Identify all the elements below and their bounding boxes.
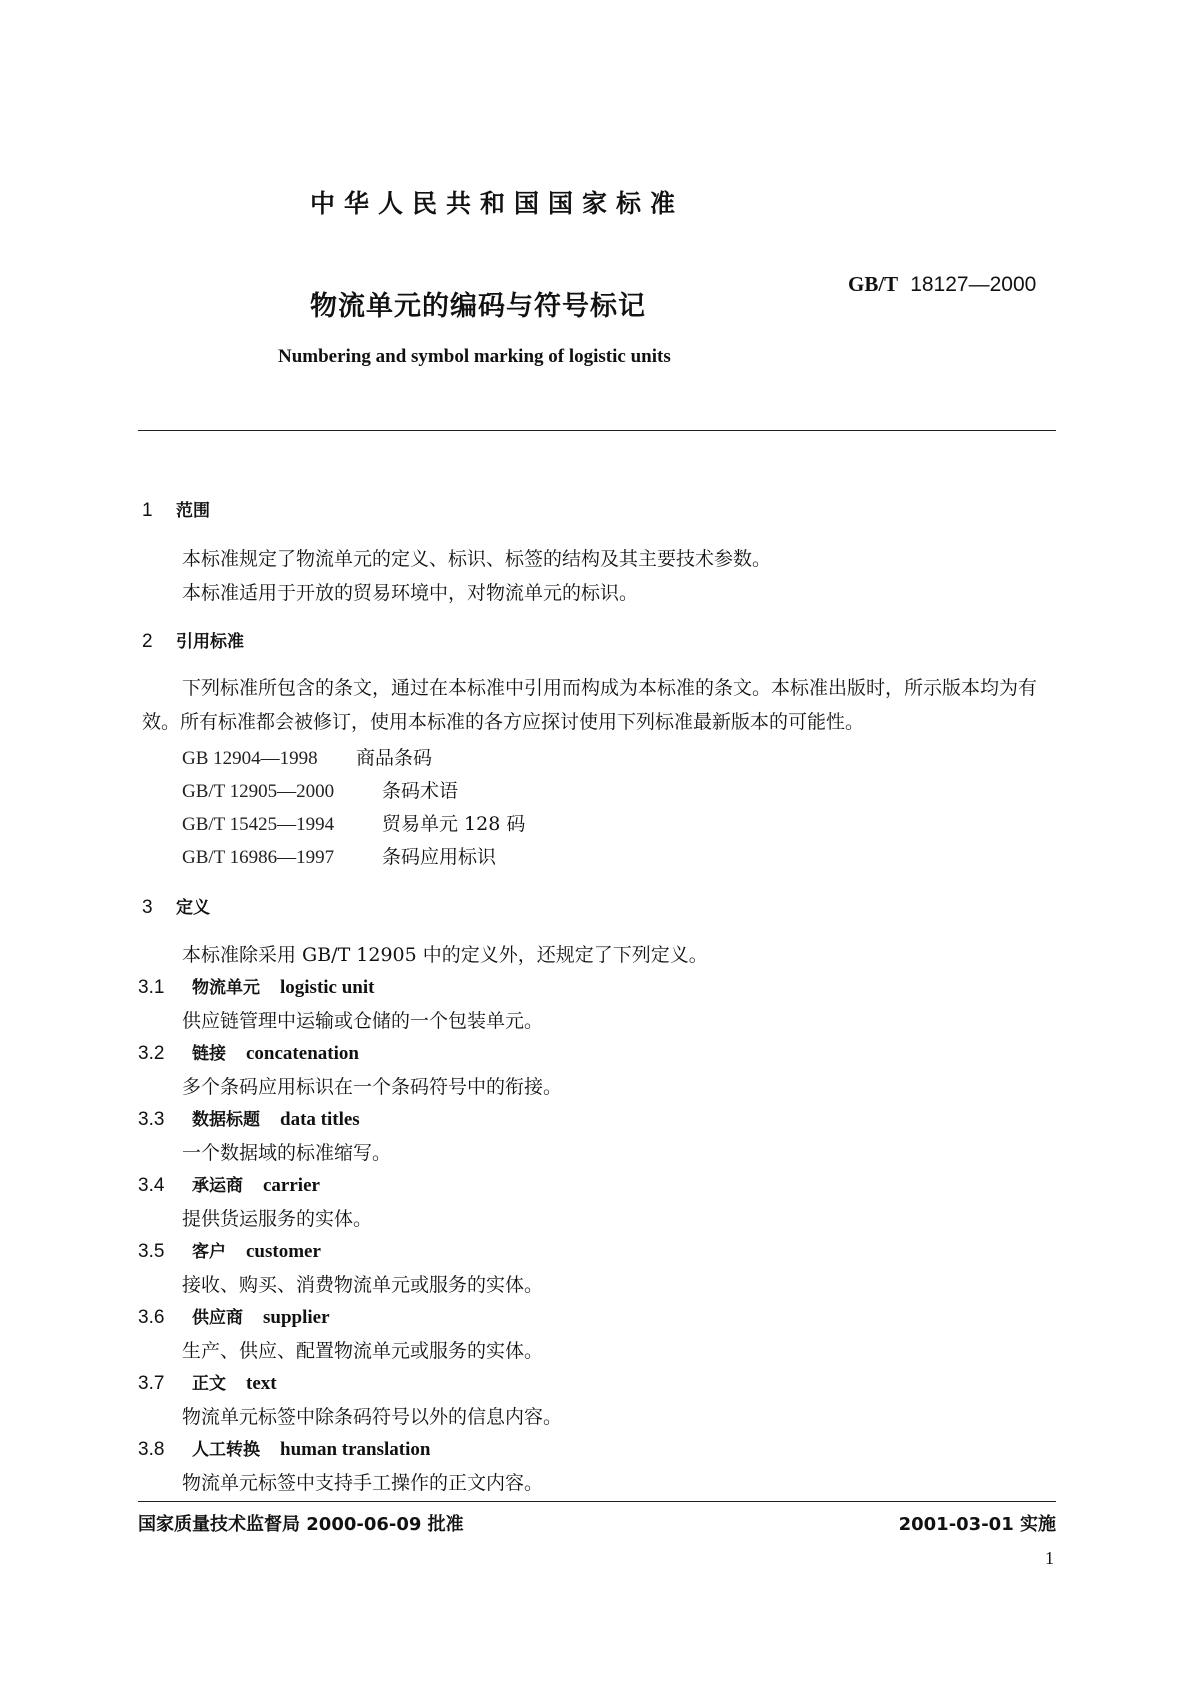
section-number: 3 [142,897,153,918]
term-definition: 供应链管理中运输或仓储的一个包装单元。 [182,1010,544,1032]
reference-code: GB/T 12905—2000 [182,781,335,802]
section-1-para-2: 本标准适用于开放的贸易环境中，对物流单元的标识。 [182,582,639,604]
term-heading [138,1435,430,1461]
term-zh: 数据标题 [192,1110,260,1130]
page-number: 1 [1045,1548,1054,1568]
reference-name: 贸易单元 128 码 [382,813,526,835]
english-title: Numbering and symbol marking of logistic units [278,346,671,367]
section-2-heading [142,627,244,653]
term-zh: 供应商 [192,1308,243,1328]
header-divider [138,430,1056,431]
reference-name: 商品条码 [356,747,433,769]
term-number: 3.1 [138,977,165,998]
reference-code: GB/T 15425—1994 [182,814,335,835]
section-title: 范围 [176,501,210,521]
standard-code [848,272,1036,297]
term-heading [138,1303,330,1329]
reference-item [182,842,496,869]
term-heading [138,1105,360,1131]
section-number: 1 [142,500,153,521]
term-en: customer [246,1241,321,1262]
term-number: 3.7 [138,1373,165,1394]
implementation-date: 2001-03-01 实施 [898,1514,1056,1535]
term-heading [138,973,374,999]
term-number: 3.4 [138,1175,165,1196]
section-1-heading [142,496,210,522]
term-definition: 物流单元标签中支持手工操作的正文内容。 [182,1472,544,1494]
approval-line: 国家质量技术监督局 2000-06-09 批准 [138,1514,464,1535]
term-en: text [246,1373,277,1394]
standard-code-prefix: GB/T [848,272,899,296]
reference-name: 条码应用标识 [382,846,497,868]
section-title: 引用标准 [176,632,244,652]
term-definition: 提供货运服务的实体。 [182,1208,373,1230]
term-number: 3.2 [138,1043,165,1064]
term-heading [138,1039,359,1065]
reference-item [182,809,525,836]
term-number: 3.6 [138,1307,165,1328]
reference-code: GB/T 16986—1997 [182,847,335,868]
section-3-intro: 本标准除采用 GB/T 12905 中的定义外，还规定了下列定义。 [182,944,708,966]
term-en: carrier [263,1175,320,1196]
section-title: 定义 [176,898,210,918]
section-number: 2 [142,631,153,652]
section-3-heading [142,893,210,919]
term-en: concatenation [246,1043,359,1064]
term-zh: 承运商 [192,1176,243,1196]
term-definition: 多个条码应用标识在一个条码符号中的衔接。 [182,1076,563,1098]
term-en: human translation [280,1439,431,1460]
term-definition: 接收、购买、消费物流单元或服务的实体。 [182,1274,544,1296]
reference-item [182,743,432,770]
reference-code: GB 12904—1998 [182,748,318,769]
term-zh: 客户 [192,1242,226,1262]
reference-item [182,776,458,803]
term-number: 3.3 [138,1109,165,1130]
term-zh: 正文 [192,1374,226,1394]
term-en: data titles [280,1109,360,1130]
term-heading [138,1369,277,1395]
footer-divider [138,1501,1056,1502]
term-heading [138,1237,321,1263]
term-number: 3.5 [138,1241,165,1262]
section-1-para-1: 本标准规定了物流单元的定义、标识、标签的结构及其主要技术参数。 [182,548,772,570]
term-zh: 物流单元 [192,978,260,998]
term-en: supplier [263,1307,330,1328]
section-2-intro: 下列标准所包含的条文，通过在本标准中引用而构成为本标准的条文。本标准出版时，所示版本均为有效。所有标准都会被修订，使用本标准的各方应探讨使用下列标准最新版本的可能性。 [142,677,1038,733]
term-zh: 链接 [192,1044,226,1064]
term-number: 3.8 [138,1439,165,1460]
term-definition: 生产、供应、配置物流单元或服务的实体。 [182,1340,544,1362]
reference-name: 条码术语 [382,780,459,802]
term-heading [138,1171,320,1197]
term-definition: 一个数据域的标准缩写。 [182,1142,392,1164]
term-definition: 物流单元标签中除条码符号以外的信息内容。 [182,1406,563,1428]
term-zh: 人工转换 [192,1440,260,1460]
national-standard-heading: 中华人民共和国国家标准 [310,189,685,218]
term-en: logistic unit [280,977,375,998]
document-title: 物流单元的编码与符号标记 [310,291,646,322]
standard-code-number: 18127—2000 [910,273,1037,296]
